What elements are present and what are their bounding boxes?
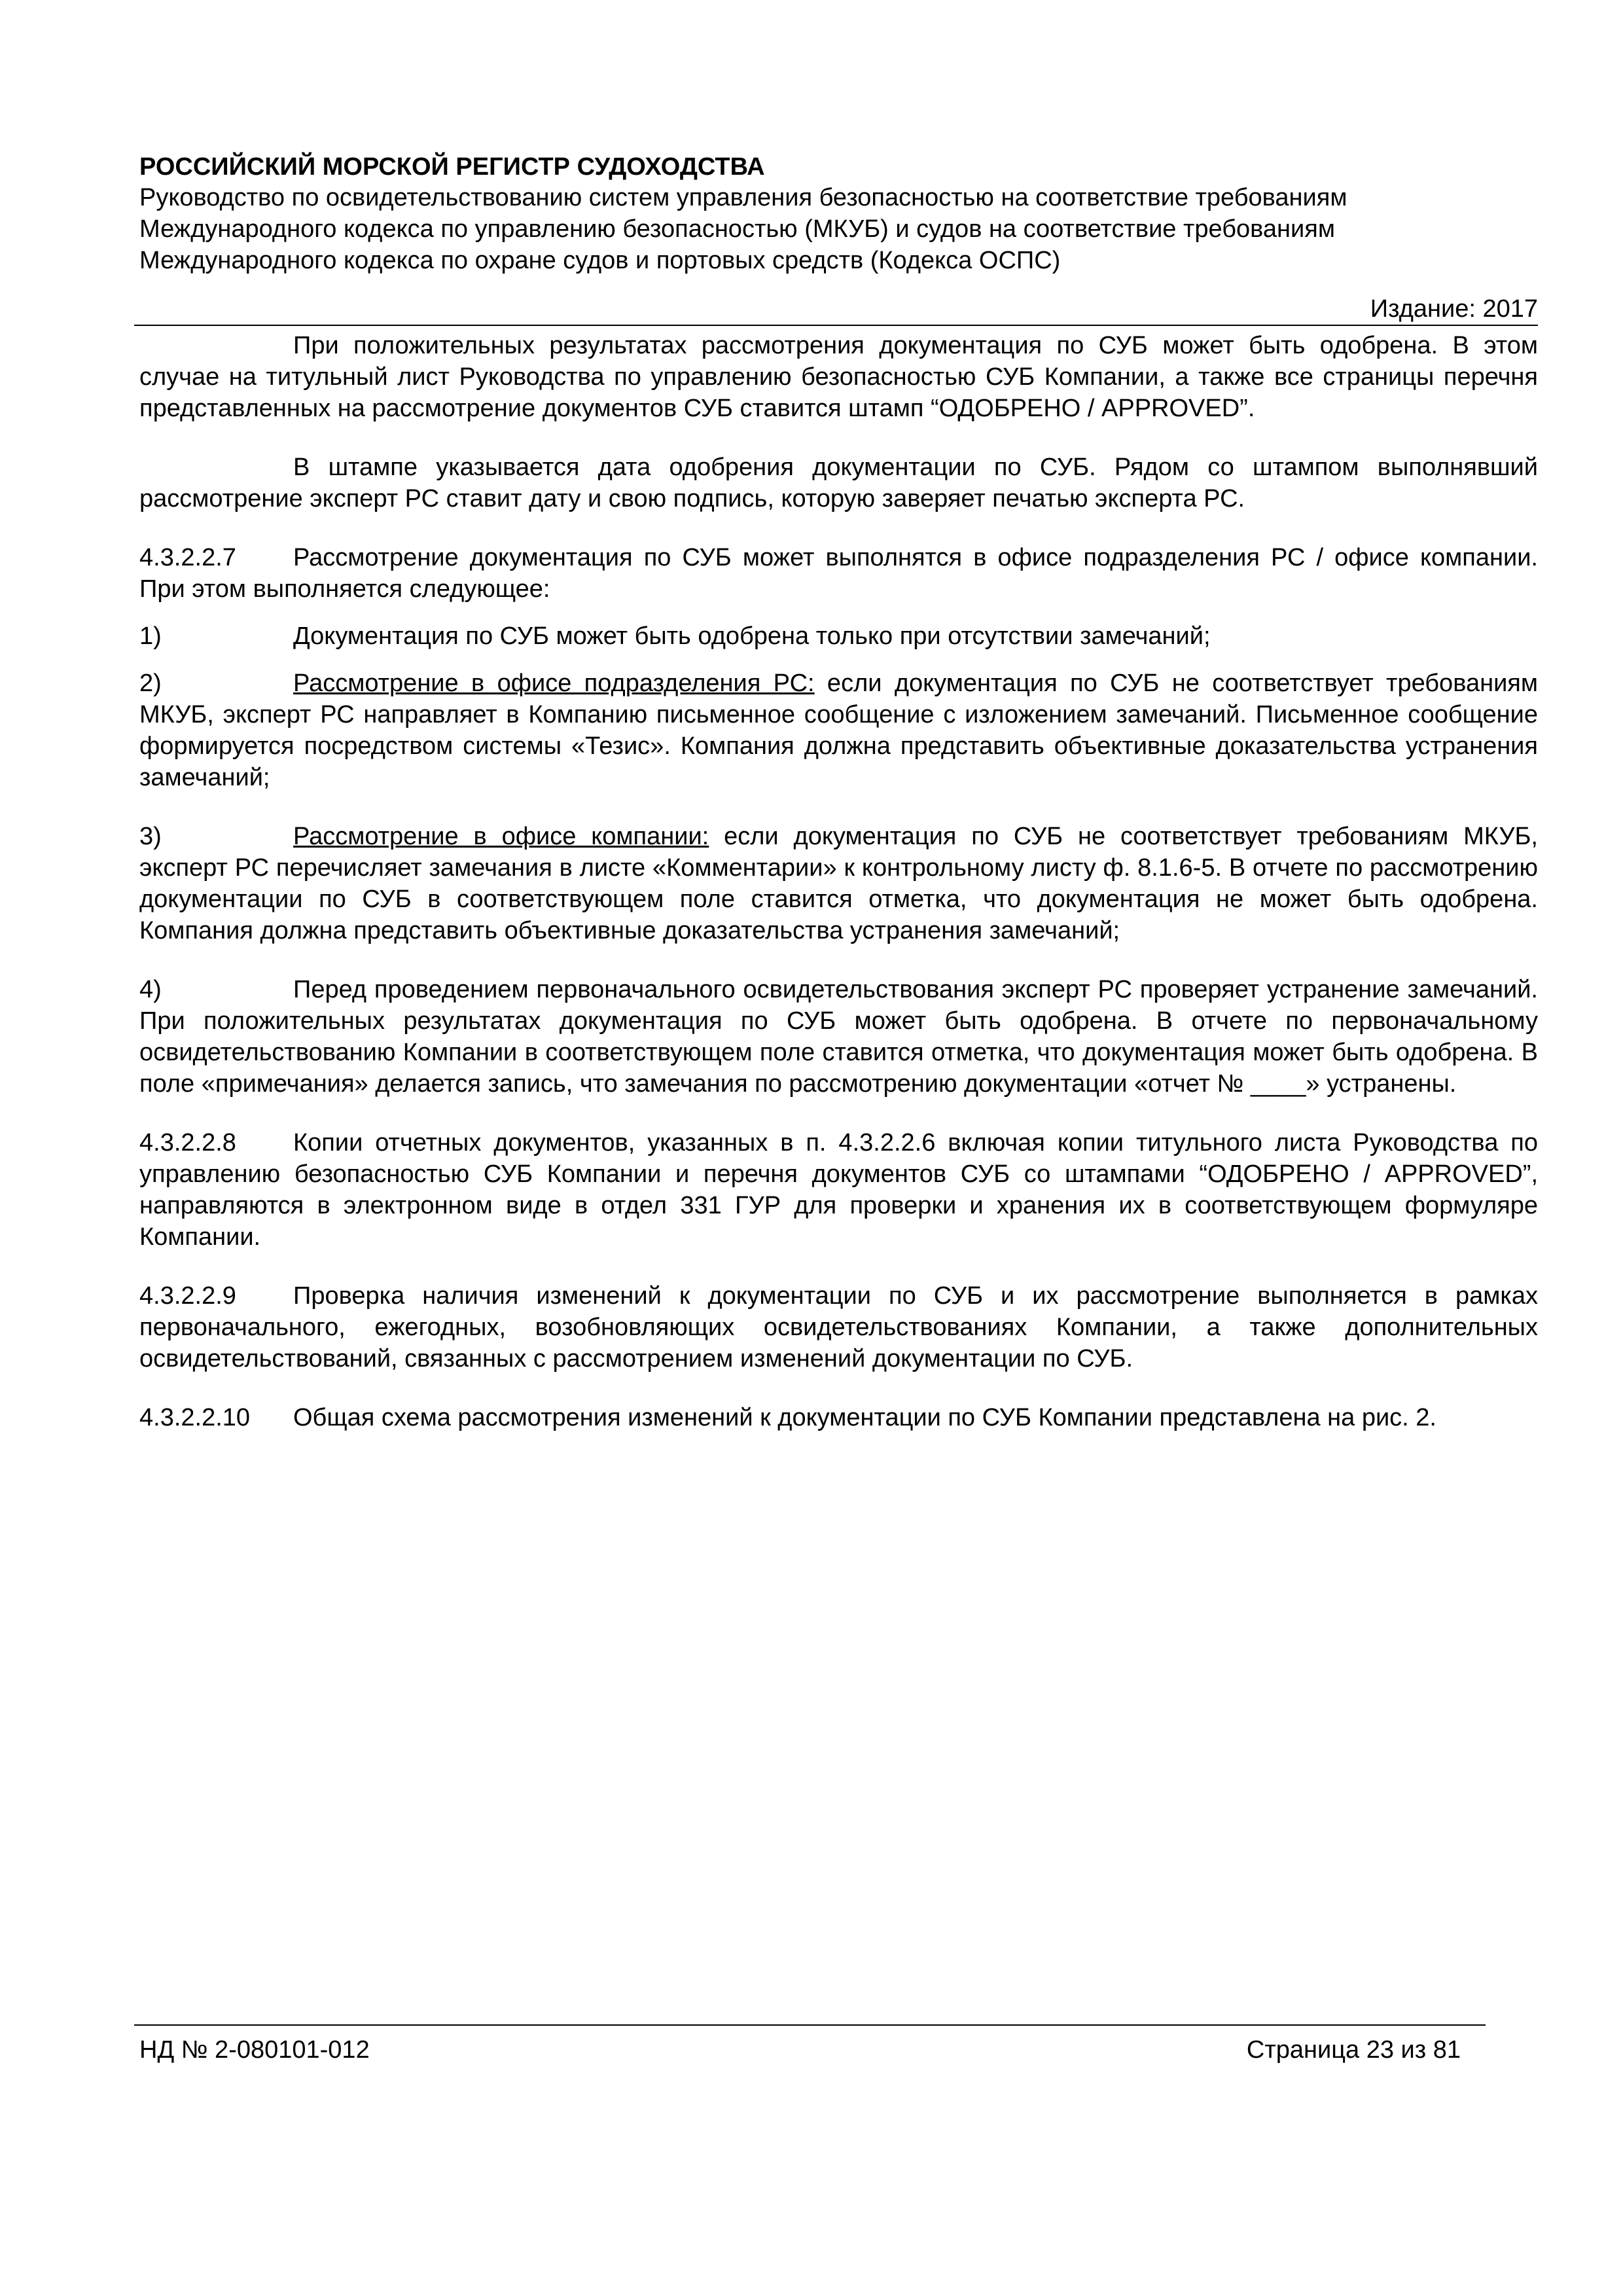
page-header (139, 152, 1538, 276)
edition-label: Издание: 2017 (134, 293, 1538, 326)
list-item-number: 1) (139, 622, 162, 650)
list-item-text: если документация по СУБ не соответствует требованиям МКУБ, эксперт РС перечисляет замечания в листе «Комментарии» к контрольному листу ф. 8.1.6-5. В отчете по рассмотрению документации по СУБ в соответствующем поле ставится отметка, что документация не может быть одобрена. Компания должна представить объективные доказательства устранения замечаний; (139, 823, 1538, 944)
page-number: Страница 23 из 81 (1246, 2036, 1461, 2064)
organization-name: РОССИЙСКИЙ МОРСКОЙ РЕГИСТР СУДОХОДСТВА (139, 153, 765, 181)
list-item-number: 4) (139, 976, 162, 1003)
list-item-text: Перед проведением первоначального освидетельствования эксперт РС проверяет устранение замечаний. При положительных результатах документация по СУБ может быть одобрена. В отчете по первоначальному освидетельствованию Компании в соответствующем поле ставится отметка, что документация может быть одобрена. В поле «примечания» делается запись, что замечания по рассмотрению документации «отчет № ____» устранены. (139, 976, 1538, 1098)
list-item-1 (139, 620, 1538, 652)
footer-divider (134, 2024, 1486, 2026)
guide-title-line-1: Руководство по освидетельствованию систем управления безопасностью на соответствие требованиям (139, 184, 1347, 211)
section-4-3-2-2-9 (139, 1280, 1538, 1374)
list-item-text: если документация по СУБ не соответствует требованиям МКУБ, эксперт РС направляет в Компанию письменное сообщение с изложением замечаний. Письменное сообщение формируется посредством системы «Тезис». Компания должна представить объективные доказательства устранения замечаний; (139, 670, 1538, 791)
list-item-number: 3) (139, 823, 162, 850)
guide-title-line-2: Международного кодекса по управлению безопасностью (МКУБ) и судов на соответствие требованиям (139, 215, 1335, 243)
section-text: Общая схема рассмотрения изменений к документации по СУБ Компании представлена на рис. 2. (293, 1404, 1436, 1431)
section-text: Рассмотрение документация по СУБ может выполнятся в офисе подразделения РС / офисе компании. При этом выполняется следующее: (139, 544, 1538, 603)
section-number: 4.3.2.2.7 (139, 544, 236, 571)
section-number: 4.3.2.2.9 (139, 1282, 236, 1310)
list-item-number: 2) (139, 670, 162, 697)
section-text: Проверка наличия изменений к документации по СУБ и их рассмотрение выполняется в рамках первоначального, ежегодных, возобновляющих освидетельствованиях Компании, а также дополнительных освидетельствований, связанных с рассмотрением изменений документации по СУБ. (139, 1282, 1538, 1372)
list-item-2 (139, 668, 1538, 793)
section-4-3-2-2-8 (139, 1127, 1538, 1253)
document-body (139, 330, 1538, 1461)
document-number: НД № 2-080101-012 (139, 2036, 370, 2064)
paragraph-stamp: В штампе указывается дата одобрения документации по СУБ. Рядом со штампом выполнявший рассмотрение эксперт РС ставит дату и свою подпись, которую заверяет печатью эксперта РС. (139, 454, 1538, 512)
list-item-heading: Рассмотрение в офисе компании: (293, 823, 709, 850)
section-4-3-2-2-10 (139, 1402, 1538, 1433)
list-item-text: Документация по СУБ может быть одобрена только при отсутствии замечаний; (293, 622, 1211, 650)
list-item-3 (139, 821, 1538, 946)
section-text: Копии отчетных документов, указанных в п. 4.3.2.2.6 включая копии титульного листа Руководства по управлению безопасностью СУБ Компании и перечня документов СУБ со штампами “ОДОБРЕНО / APPROVED”, направляются в электронном виде в отдел 331 ГУР для проверки и хранения их в соответствующем формуляре Компании. (139, 1129, 1538, 1251)
section-number: 4.3.2.2.10 (139, 1404, 251, 1431)
section-4-3-2-2-7 (139, 542, 1538, 605)
list-item-heading: Рассмотрение в офисе подразделения РС: (293, 670, 815, 697)
list-item-4 (139, 974, 1538, 1100)
paragraph-approval: При положительных результатах рассмотрения документация по СУБ может быть одобрена. В этом случае на титульный лист Руководства по управлению безопасностью СУБ Компании, а также все страницы перечня представленных на рассмотрение документов СУБ ставится штамп “ОДОБРЕНО / APPROVED”. (139, 332, 1538, 422)
section-number: 4.3.2.2.8 (139, 1129, 236, 1157)
guide-title-line-3: Международного кодекса по охране судов и портовых средств (Кодекса ОСПС) (139, 247, 1061, 274)
